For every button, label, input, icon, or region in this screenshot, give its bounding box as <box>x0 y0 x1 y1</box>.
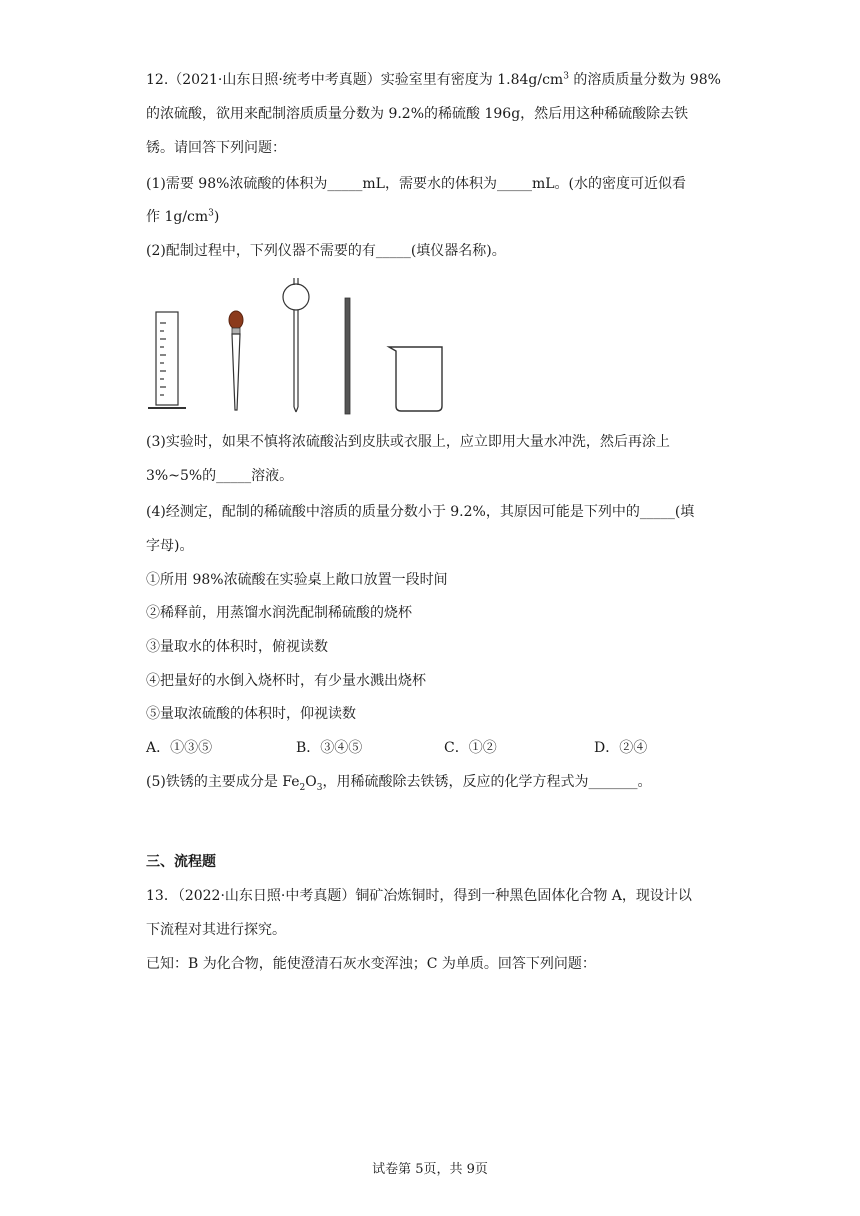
q12-part5: (5)铁锈的主要成分是 $Fe_2O_3$，用稀硫酸除去铁锈，反应的化学方程式为_______。 <box>146 774 652 793</box>
answer-choices <box>146 738 706 758</box>
beaker-icon <box>389 347 442 411</box>
q12-option-4: ④把量好的水倒入烧杯时，有少量水溅出烧杯 <box>146 673 426 689</box>
choice-a[interactable]: A．①③⑤ <box>146 740 213 756</box>
choice-d[interactable]: D．②④ <box>594 740 648 756</box>
q12-intro-line-1: 12.（2021·山东日照·统考中考真题）实验室里有密度为 $1.84g/cm^3$ 的溶质质量分数为 98% <box>146 71 721 88</box>
q12-part4-line-2: 字母)。 <box>146 538 194 554</box>
q12-option-3: ③量取水的体积时，俯视读数 <box>146 639 328 655</box>
q12-part3-line-2: 3%~5%的_____溶液。 <box>146 468 294 484</box>
q12-part4-line-1: (4)经测定，配制的稀硫酸中溶质的质量分数小于 9.2%，其原因可能是下列中的_____(填 <box>146 504 695 520</box>
q13-line-1: 13．（2022·山东日照·中考真题）铜矿冶炼铜时，得到一种黑色固体化合物 A，现设计以 <box>146 888 692 904</box>
q12-option-2: ②稀释前，用蒸馏水润洗配制稀硫酸的烧杯 <box>146 605 412 621</box>
dropper-icon <box>229 311 243 410</box>
lab-instruments-figure <box>146 275 466 415</box>
graduated-cylinder-icon <box>148 312 186 408</box>
choice-c[interactable]: C．①② <box>444 740 497 756</box>
q12-intro-line-2: 的浓硫酸，欲用来配制溶质质量分数为 9.2%的稀硫酸 196g，然后用这种稀硫酸除去铁 <box>146 106 689 122</box>
q12-part1-line-2: 作 $1g/cm^3$) <box>146 208 220 225</box>
glass-rod-icon <box>345 298 350 414</box>
q13-line-3: 已知：B 为化合物，能使澄清石灰水变浑浊；C 为单质。回答下列问题： <box>146 956 596 972</box>
page-footer: 试卷第 5页，共 9页 <box>372 1162 488 1177</box>
bulb-pipette-icon <box>283 278 309 412</box>
q13-line-2: 下流程对其进行探究。 <box>146 922 286 938</box>
choice-b[interactable]: B．③④⑤ <box>296 740 363 756</box>
q12-part3-line-1: (3)实验时，如果不慎将浓硫酸沾到皮肤或衣服上，应立即用大量水冲洗，然后再涂上 <box>146 434 670 450</box>
q12-part2: (2)配制过程中，下列仪器不需要的有_____(填仪器名称)。 <box>146 243 506 259</box>
q12-part1-line-1: (1)需要 98%浓硫酸的体积为_____mL，需要水的体积为_____mL。(水的密度可近似看 <box>146 176 687 192</box>
q12-option-5: ⑤量取浓硫酸的体积时，仰视读数 <box>146 706 356 722</box>
q12-option-1: ①所用 98%浓硫酸在实验桌上敞口放置一段时间 <box>146 572 448 588</box>
section-title: 三、流程题 <box>146 854 216 870</box>
q12-intro-line-3: 锈。请回答下列问题： <box>146 140 286 156</box>
